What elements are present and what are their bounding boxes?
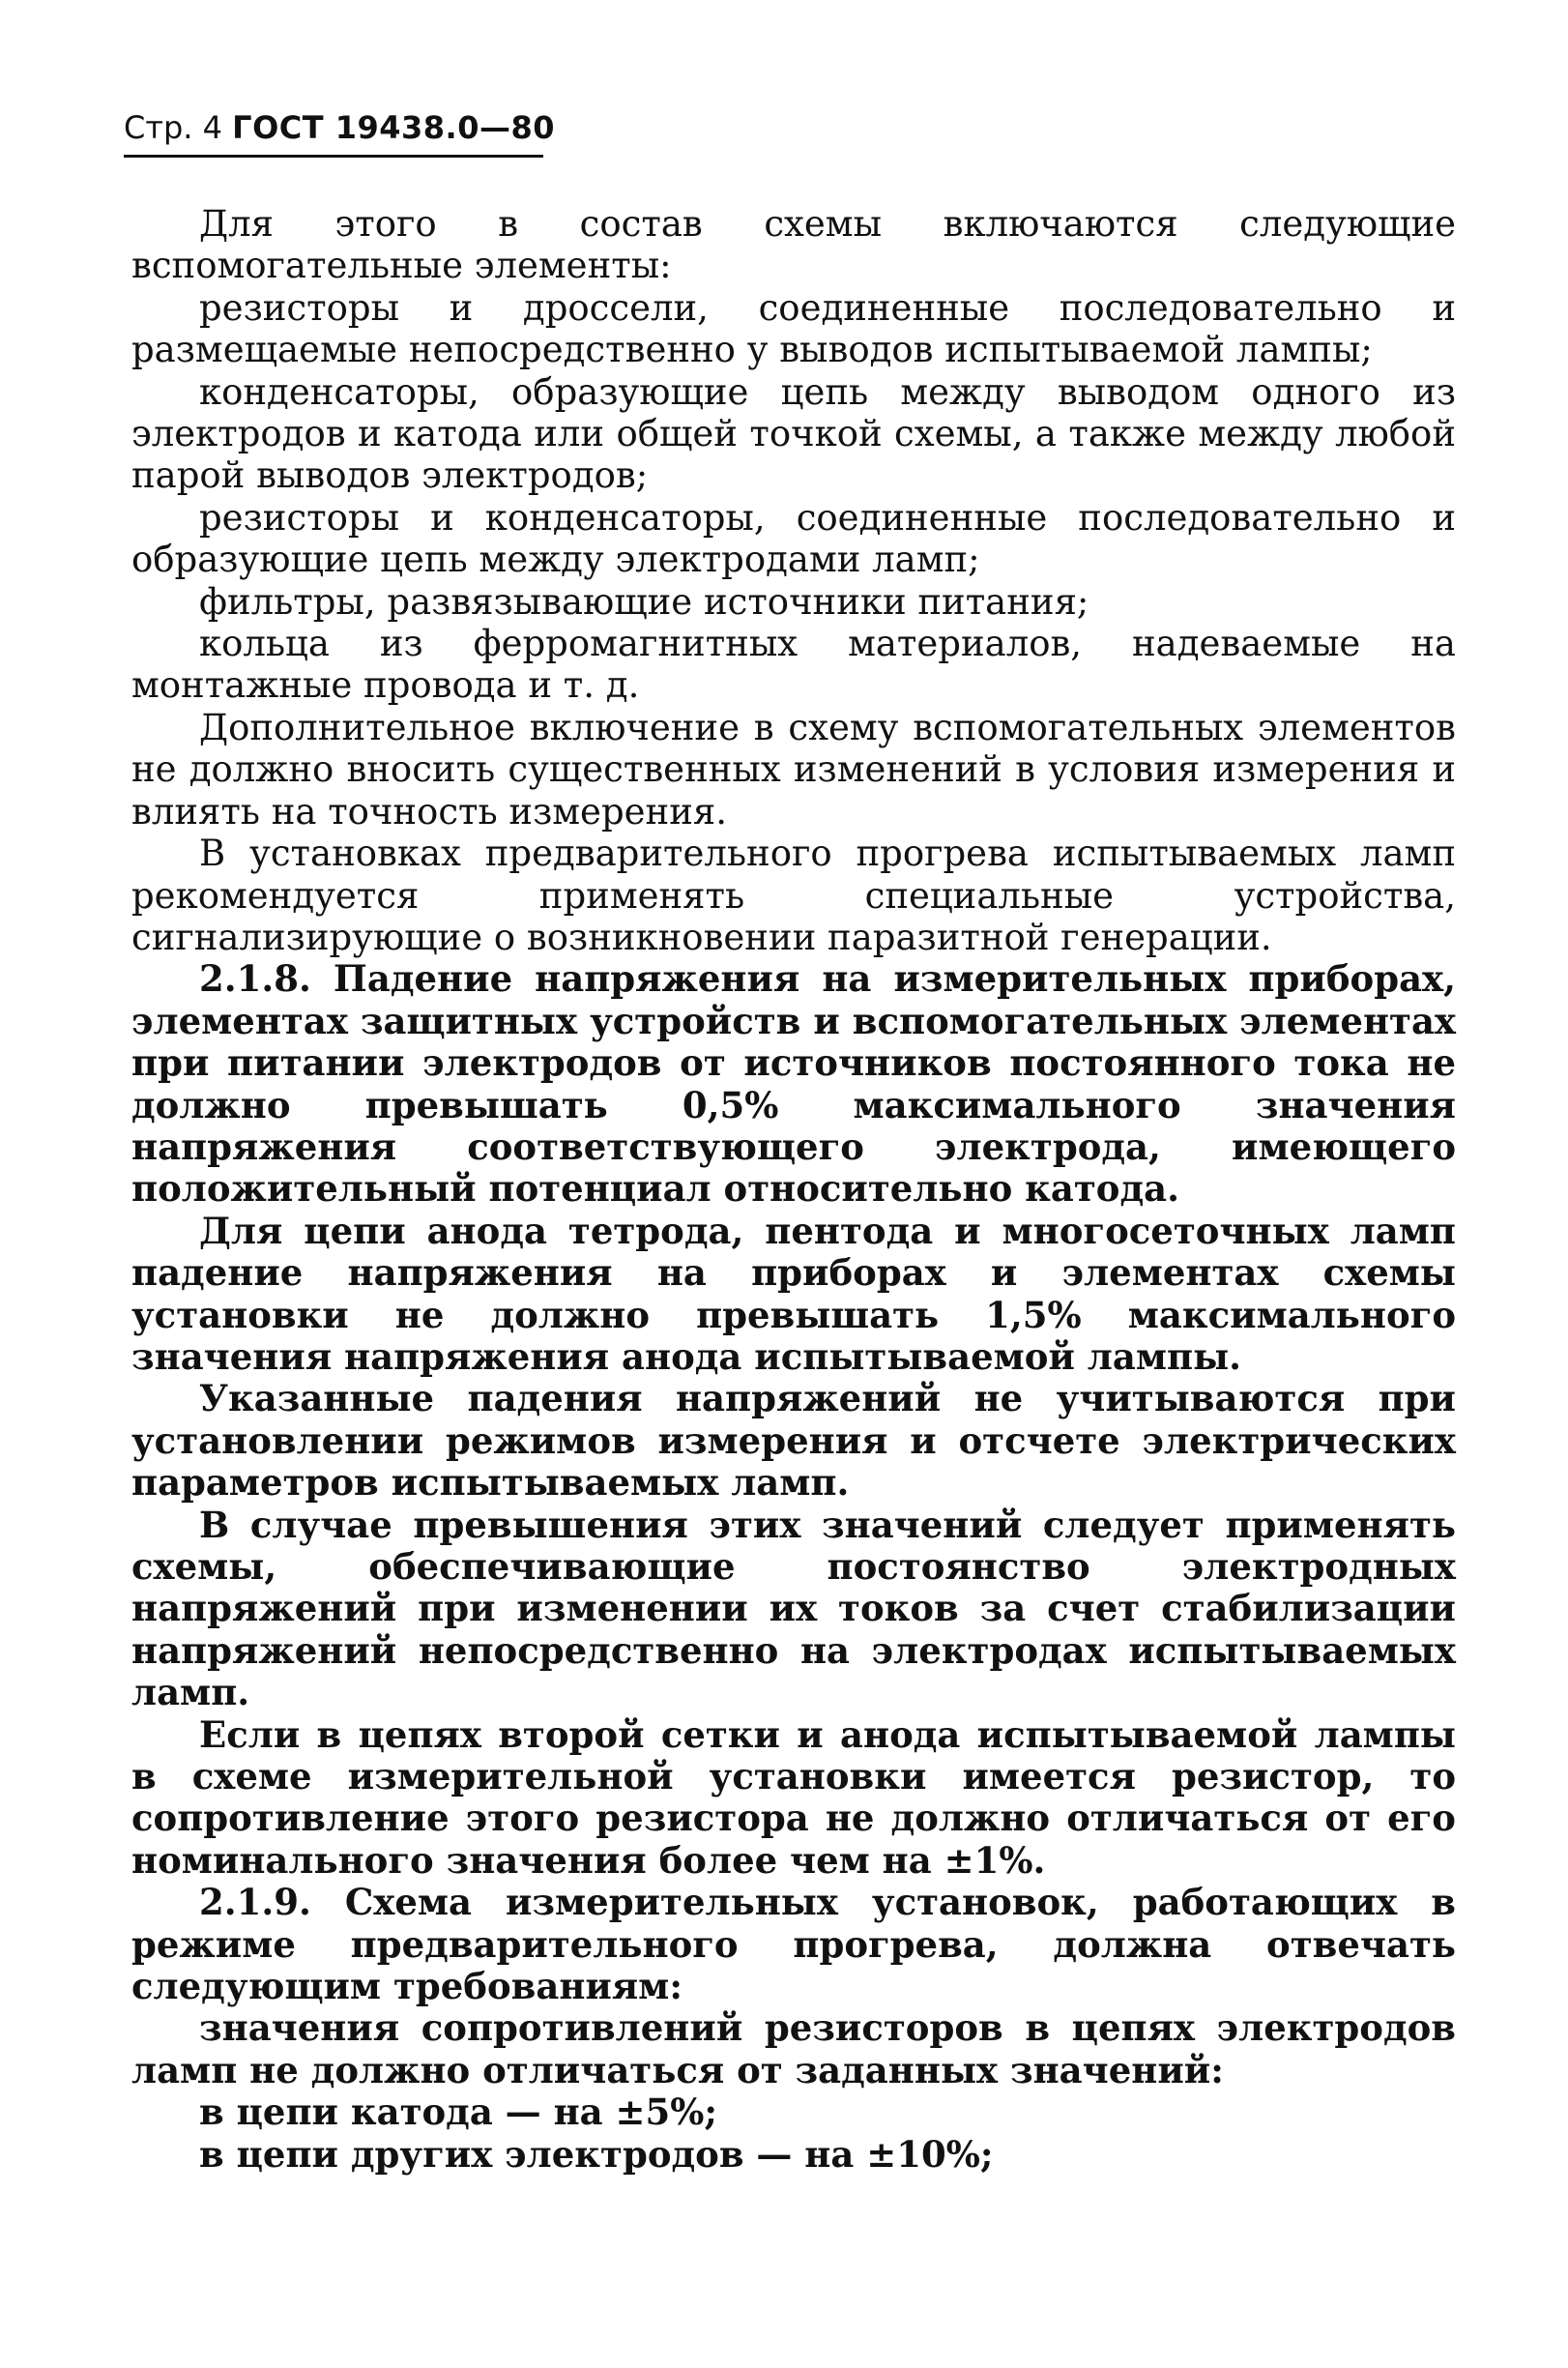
list-item-capacitors: конденсаторы, образующие цепь между выводом одного из электродов и катода или общей точкой схемы, а также между любой парой выводов электродов; — [131, 370, 1456, 497]
paragraph-voltage-drops-ignored: Указанные падения напряжений не учитываются при установлении режимов измерения и отсчете электрических параметров испытываемых ламп. — [131, 1377, 1456, 1505]
paragraph-exceeding-values: В случае превышения этих значений следует применять схемы, обеспечивающие постоянство электродных напряжений при изменении их токов за счет стабилизации напряжений непосредственно на электродах испытываемых ламп. — [131, 1503, 1456, 1714]
list-item-resistors-chokes: резисторы и дроссели, соединенные последовательно и размещаемые непосредственно у выводов испытываемой лампы; — [131, 286, 1456, 371]
list-item-ferrite-rings: кольца из ферромагнитных материалов, надеваемые на монтажные провода и т. д. — [131, 623, 1456, 707]
list-item-filters: фильтры, развязывающие источники питания; — [199, 580, 1089, 623]
document-body — [131, 203, 1456, 2176]
standard-designation: ГОСТ 19438.0—80 — [232, 109, 555, 146]
list-item-cathode-tolerance: в цепи катода — на ±5%; — [199, 2090, 718, 2134]
page-header — [124, 108, 555, 147]
paragraph-intro: Для этого в состав схемы включаются следующие вспомогательные элементы: — [131, 203, 1456, 287]
list-item-resistors-capacitors: резисторы и конденсаторы, соединенные последовательно и образующие цепь между электродами ламп; — [131, 496, 1456, 581]
page-number-label: Стр. 4 — [124, 109, 222, 146]
paragraph-2-1-8: 2.1.8. Падение напряжения на измерительных приборах, элементах защитных устройств и вспомогательных элементах при питании электродов от источников постоянного тока не должно превышать 0,5% максимального значения напряжения соответствующего электрода, имеющего положительный потенциал относительно катода. — [131, 957, 1456, 1211]
paragraph-additional-inclusion: Дополнительное включение в схему вспомогательных элементов не должно вносить существенных изменений в условия измерения и влиять на точность измерения. — [131, 706, 1456, 833]
header-underline — [124, 155, 543, 158]
paragraph-preheat-installations: В установках предварительного прогрева испытываемых ламп рекомендуется применять специальные устройства, сигнализирующие о возникновении паразитной генерации. — [131, 833, 1456, 958]
list-item-other-electrodes-tolerance: в цепи других электродов — на ±10%; — [199, 2132, 994, 2176]
paragraph-2-1-9: 2.1.9. Схема измерительных установок, работающих в режиме предварительного прогрева, должна отвечать следующим требованиям: — [131, 1881, 1456, 2008]
paragraph-anode-circuit: Для цепи анода тетрода, пентода и многосеточных ламп падение напряжения на приборах и элементах схемы установки не должно превышать 1,5% максимального значения напряжения анода испытываемой лампы. — [131, 1209, 1456, 1378]
paragraph-second-grid-resistor: Если в цепях второй сетки и анода испытываемой лампы в схеме измерительной установки имеется резистор, то сопротивление этого резистора не должно отличаться от его номинального значения более чем на ±1%. — [131, 1712, 1456, 1882]
paragraph-resistance-values: значения сопротивлений резисторов в цепях электродов ламп не должно отличаться от заданных значений: — [131, 2006, 1456, 2091]
